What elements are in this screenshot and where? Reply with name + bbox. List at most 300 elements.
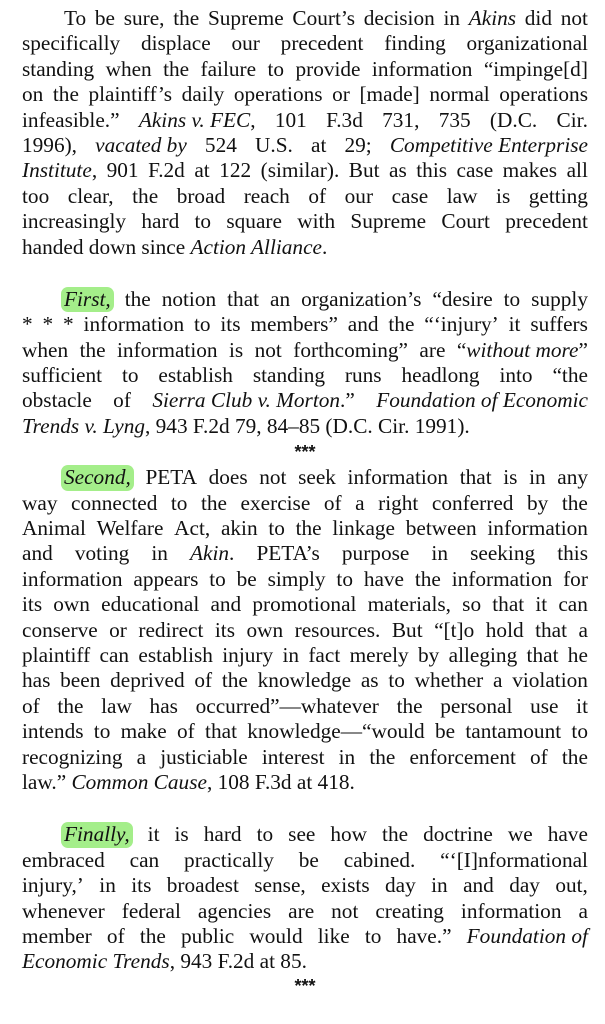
text-line [22, 924, 588, 949]
word: day [385, 873, 416, 898]
word: an [270, 286, 291, 311]
word: Akins v. FEC, [138, 107, 256, 132]
word: akin [220, 516, 258, 541]
word: its [22, 592, 43, 617]
word: case [456, 158, 494, 183]
word: promotional [252, 592, 357, 617]
word: Institute, [22, 158, 98, 183]
word: F.3d [254, 769, 292, 794]
word: knowledge—“would [247, 719, 425, 744]
word: 1991). [414, 413, 470, 438]
word: between [405, 516, 477, 541]
text-line [22, 848, 588, 873]
word: the [173, 6, 200, 30]
word: out, [555, 873, 588, 898]
word: Court’s [292, 6, 356, 30]
word: normal [429, 82, 490, 107]
word: own [53, 592, 90, 617]
word: of [113, 388, 131, 413]
word: forthcoming” [293, 337, 408, 362]
word: a [578, 898, 588, 923]
word: information [451, 566, 553, 591]
word: “[t]o [434, 617, 475, 642]
word: a [355, 490, 365, 515]
word: simply [267, 566, 326, 591]
word: resources. [294, 617, 381, 642]
word: Action Alliance. [190, 234, 328, 259]
word: of [323, 490, 342, 515]
word: justiciable [160, 744, 248, 769]
word: did [524, 6, 552, 30]
word: increasingly [22, 209, 127, 234]
word: since [141, 234, 186, 259]
word: plaintiff’s [88, 82, 173, 107]
word: a [578, 617, 588, 642]
word: is [228, 337, 244, 362]
word: the [132, 183, 159, 208]
word: “the [552, 363, 588, 388]
word: Supreme [350, 209, 427, 234]
word: conferred [431, 490, 514, 515]
word: standing [252, 363, 325, 388]
word: a [493, 668, 503, 693]
word: not [254, 337, 282, 362]
word: not [560, 6, 588, 30]
word: failure [200, 56, 257, 81]
section-separator: *** [294, 975, 316, 996]
text-line [22, 338, 588, 363]
paragraph-4 [22, 822, 588, 974]
word: too [22, 183, 50, 208]
word: F.2d [217, 949, 255, 974]
word: the [295, 516, 322, 541]
word: to [209, 566, 226, 591]
word: information [487, 516, 588, 541]
text-line [22, 491, 588, 516]
text-line [22, 312, 588, 337]
word: to [267, 56, 285, 81]
word: personal [440, 693, 513, 718]
word: recognizing [22, 744, 123, 769]
word: 943 [155, 413, 188, 438]
word: its [214, 617, 235, 642]
word: establish [138, 642, 213, 667]
word: “‘injury’ [424, 312, 499, 337]
word: to [194, 209, 212, 234]
text-line [22, 184, 588, 209]
word: to [364, 923, 382, 948]
word: day [509, 873, 540, 898]
text-line [22, 363, 588, 388]
word: to [336, 566, 353, 591]
word: the [561, 490, 588, 515]
word: clear, [67, 183, 114, 208]
word: to [571, 719, 588, 744]
word: supply [531, 286, 588, 311]
word: to [503, 286, 521, 311]
word: a [136, 744, 147, 769]
word: have [363, 566, 405, 591]
word: PETA [145, 465, 197, 490]
word: members” [250, 312, 338, 337]
word: that [205, 719, 237, 744]
word: Foundation of Economic [376, 388, 588, 413]
word: interest [261, 744, 325, 769]
word: in [282, 642, 300, 667]
word: of [530, 744, 548, 769]
word: (similar). [260, 158, 340, 183]
word: use [530, 693, 559, 718]
word: sure, [123, 6, 165, 30]
word: its [220, 312, 241, 337]
text-line [22, 235, 588, 260]
word: tantamount [465, 719, 562, 744]
word: deprived [110, 668, 185, 693]
word: redirect [138, 617, 204, 642]
word: this [557, 541, 588, 566]
word: the [200, 490, 228, 515]
word: cabined. [343, 847, 416, 872]
word: notion [161, 286, 217, 311]
word: Court [441, 209, 490, 234]
word: injury,’ [22, 873, 84, 898]
word: of [22, 693, 40, 718]
word: seeking [470, 541, 536, 566]
word: fact [308, 642, 341, 667]
word: whenever [22, 898, 105, 923]
word: enforcement [409, 744, 516, 769]
word: the [388, 312, 415, 337]
word: the [414, 566, 441, 591]
word: vacated by [95, 132, 187, 157]
word: injury [222, 642, 274, 667]
word: information [83, 312, 185, 337]
word: 524 [204, 132, 237, 157]
word: on [22, 82, 44, 107]
highlighted-lead-word: Second, [61, 465, 134, 490]
word: Foundation of [466, 923, 588, 948]
text-line [22, 668, 588, 693]
word: can [99, 642, 130, 667]
word: displace [140, 31, 211, 56]
word: merely [349, 642, 409, 667]
word: for [563, 566, 588, 591]
word: (D.C. [325, 413, 373, 438]
word: and [22, 541, 53, 566]
word: have [547, 822, 588, 847]
text-line [22, 719, 588, 744]
paragraph-1 [22, 6, 588, 260]
word: doctrine [423, 822, 493, 847]
text-line [22, 31, 588, 56]
word: the [57, 693, 84, 718]
word: whether [414, 668, 484, 693]
word: our [231, 31, 260, 56]
word: Sierra Club v. Morton.” [152, 388, 355, 413]
word: headlong [401, 363, 480, 388]
word: into [499, 363, 533, 388]
word: the [163, 56, 190, 81]
word: agencies [197, 898, 272, 923]
word: appears [133, 566, 199, 591]
word: is [496, 183, 511, 208]
word: in [338, 744, 356, 769]
word: have.” [396, 923, 452, 948]
word: the [561, 744, 588, 769]
word: we [507, 822, 533, 847]
word: connected [71, 490, 158, 515]
word: * [42, 312, 54, 337]
word: or [332, 82, 350, 107]
word: occurred”—whatever [195, 693, 379, 718]
word: the [382, 822, 409, 847]
word: exercise [240, 490, 311, 515]
word: at [296, 769, 313, 794]
word: Supreme [207, 6, 284, 30]
word: be [434, 719, 456, 744]
word: any [557, 465, 588, 490]
text-line [22, 108, 588, 133]
word: all [566, 158, 588, 183]
word: information [117, 337, 218, 362]
word: of [308, 183, 327, 208]
word: 943 [180, 949, 213, 974]
word: member [22, 923, 92, 948]
word: make [120, 719, 167, 744]
word: in [431, 541, 448, 566]
word: Akins [468, 6, 517, 30]
highlighted-lead-word: Finally, [61, 822, 133, 847]
word: can [129, 847, 160, 872]
text-line [22, 541, 588, 566]
text-line [22, 82, 588, 107]
word: as [360, 668, 379, 693]
word: linkage [332, 516, 396, 541]
word: organization’s [301, 286, 422, 311]
word: sense, [254, 873, 306, 898]
word: specifically [22, 31, 121, 56]
word: Cir. [556, 107, 588, 132]
word: at [311, 132, 327, 157]
word: in [431, 873, 448, 898]
word: and [210, 592, 242, 617]
word: and [347, 312, 379, 337]
word: seek [298, 465, 336, 490]
word: Cir. [378, 413, 410, 438]
word: the [369, 744, 396, 769]
word: information [460, 898, 562, 923]
word: at [259, 949, 275, 974]
word: be [298, 847, 319, 872]
word: this [416, 158, 448, 183]
text-line [22, 770, 588, 795]
text-line [22, 873, 588, 898]
word: law.” [22, 769, 67, 794]
word: our [344, 183, 374, 208]
word: the [52, 82, 79, 107]
word: obstacle [22, 388, 92, 413]
word: To [64, 6, 87, 30]
word: in [99, 873, 116, 898]
word: by [527, 490, 549, 515]
word: PETA’s [256, 541, 320, 566]
word: see [288, 822, 316, 847]
word: is [174, 822, 189, 847]
word: in [151, 541, 168, 566]
word: creating [375, 898, 444, 923]
word: violation [512, 668, 588, 693]
word: But [391, 617, 423, 642]
word: as [389, 158, 407, 183]
word: intends [22, 719, 84, 744]
word: runs [344, 363, 382, 388]
word: 122 [219, 158, 252, 183]
word: he [567, 642, 588, 667]
word: it [535, 592, 548, 617]
word: that [459, 465, 492, 490]
word: it [147, 822, 160, 847]
text-line [22, 465, 588, 490]
word: decision [363, 6, 435, 30]
word: * [63, 312, 74, 337]
word: conserve [22, 617, 98, 642]
word: been [60, 668, 101, 693]
word: to [193, 312, 211, 337]
word: 29; [344, 132, 372, 157]
text-line [22, 567, 588, 592]
word: F.3d [326, 107, 363, 132]
text-line [22, 618, 588, 643]
word: 735 [438, 107, 471, 132]
word: own [246, 617, 284, 642]
word: finding [384, 31, 446, 56]
highlighted-lead-word: First, [61, 287, 114, 312]
text-line [22, 694, 588, 719]
word: case [391, 183, 429, 208]
word: like [317, 923, 350, 948]
word: that [227, 286, 260, 311]
word: information [371, 56, 473, 81]
word: F.2d [148, 158, 185, 183]
word: precedent [280, 31, 364, 56]
word: “desire [432, 286, 493, 311]
text-line [22, 287, 588, 312]
word: to [93, 719, 111, 744]
word: hard [203, 822, 242, 847]
word: provide [295, 56, 361, 81]
word: to [388, 668, 405, 693]
word: handed [22, 234, 84, 259]
document-page [22, 6, 588, 999]
word: how [330, 822, 368, 847]
word: plaintiff [22, 642, 91, 667]
word: suffers [530, 312, 588, 337]
word: purpose [341, 541, 410, 566]
word: has [149, 693, 178, 718]
paragraph-2 [22, 287, 588, 439]
word: that [492, 592, 525, 617]
word: public [180, 923, 235, 948]
word: 85. [280, 949, 307, 974]
word: 101 [274, 107, 307, 132]
word: when [22, 337, 69, 362]
word: voting [74, 541, 130, 566]
word: that [535, 617, 568, 642]
word: when [105, 56, 152, 81]
word: the [396, 693, 423, 718]
text-line [22, 209, 588, 234]
word: the [79, 337, 106, 362]
word: Act, [174, 516, 211, 541]
text-line [22, 592, 588, 617]
word: 901 [106, 158, 139, 183]
text-line [22, 133, 588, 158]
word: in [529, 465, 546, 490]
text-line [22, 516, 588, 541]
word: reach [243, 183, 290, 208]
word: embraced [22, 847, 105, 872]
word: precedent [505, 209, 588, 234]
word: would [249, 923, 303, 948]
text-line [22, 158, 588, 183]
word: to [256, 822, 274, 847]
word: by [418, 642, 440, 667]
word: operations [233, 82, 323, 107]
text-line [22, 949, 588, 974]
text-line [22, 899, 588, 924]
word: infeasible.” [22, 107, 120, 132]
word: 108 [217, 769, 250, 794]
word: to [268, 516, 285, 541]
word: to [170, 490, 188, 515]
text-line [22, 388, 588, 413]
word: of [177, 719, 195, 744]
word: federal [121, 898, 181, 923]
word: so [462, 592, 482, 617]
word: and [463, 873, 494, 898]
word: in [443, 6, 461, 30]
word: right [378, 490, 419, 515]
text-line [22, 6, 588, 31]
word: down [88, 234, 137, 259]
word: of [106, 923, 125, 948]
word: 731, [382, 107, 420, 132]
word: that [526, 642, 559, 667]
word: is [503, 465, 518, 490]
word: the [139, 923, 166, 948]
word: not [259, 465, 287, 490]
word: U.S. [255, 132, 293, 157]
word: getting [528, 183, 588, 208]
word: Animal [22, 516, 86, 541]
word: knowledge [257, 668, 352, 693]
word: materials, [367, 592, 451, 617]
word: are [288, 898, 315, 923]
word: 84–85 [266, 413, 321, 438]
word: information [22, 566, 123, 591]
word: it [576, 693, 588, 718]
word: be [94, 6, 115, 30]
word: * [22, 312, 33, 337]
word: “‘[I]nformational [440, 847, 588, 872]
word: sufficient [22, 363, 103, 388]
word: makes [502, 158, 558, 183]
word: hard [141, 209, 180, 234]
word: daily [181, 82, 225, 107]
word: organizational [466, 31, 588, 56]
paragraph-3 [22, 465, 588, 795]
text-line [22, 643, 588, 668]
